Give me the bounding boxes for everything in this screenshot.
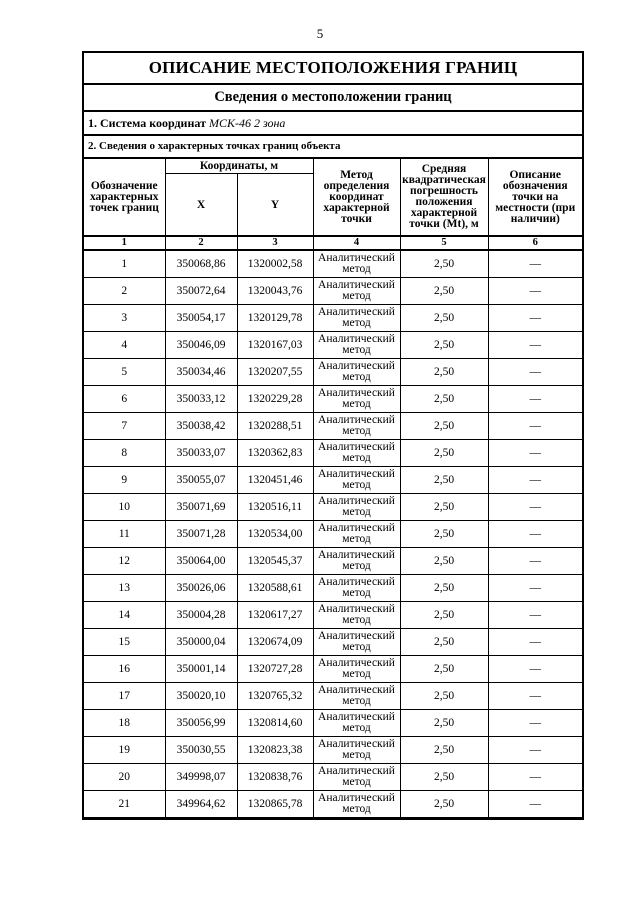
error-cell: 2,50 xyxy=(400,629,488,656)
description-cell: — xyxy=(488,629,582,656)
table-row xyxy=(84,359,582,386)
x-coordinate-cell: 350033,07 xyxy=(165,440,237,467)
table-row xyxy=(84,467,582,494)
table-row xyxy=(84,440,582,467)
method-cell: Аналитический метод xyxy=(313,764,400,791)
table-row xyxy=(84,278,582,305)
point-number-cell: 14 xyxy=(84,602,165,629)
method-cell: Аналитический метод xyxy=(313,494,400,521)
error-cell: 2,50 xyxy=(400,386,488,413)
description-cell: — xyxy=(488,737,582,764)
description-cell: — xyxy=(488,332,582,359)
x-coordinate-cell: 350064,00 xyxy=(165,548,237,575)
x-coordinate-cell: 350054,17 xyxy=(165,305,237,332)
method-cell: Аналитический метод xyxy=(313,602,400,629)
y-coordinate-cell: 1320727,28 xyxy=(237,656,313,683)
table-row xyxy=(84,683,582,710)
error-cell: 2,50 xyxy=(400,494,488,521)
y-coordinate-cell: 1320451,46 xyxy=(237,467,313,494)
table-row xyxy=(84,332,582,359)
description-cell: — xyxy=(488,413,582,440)
coordinate-system-value: МСК-46 2 зона xyxy=(208,116,286,130)
method-cell: Аналитический метод xyxy=(313,629,400,656)
x-coordinate-cell: 350071,28 xyxy=(165,521,237,548)
x-coordinate-cell: 350071,69 xyxy=(165,494,237,521)
y-coordinate-cell: 1320617,27 xyxy=(237,602,313,629)
header-x: X xyxy=(165,174,237,237)
method-cell: Аналитический метод xyxy=(313,305,400,332)
x-coordinate-cell: 350046,09 xyxy=(165,332,237,359)
y-coordinate-cell: 1320288,51 xyxy=(237,413,313,440)
table-row xyxy=(84,575,582,602)
description-cell: — xyxy=(488,710,582,737)
method-cell: Аналитический метод xyxy=(313,683,400,710)
x-coordinate-cell: 350026,06 xyxy=(165,575,237,602)
point-number-cell: 5 xyxy=(84,359,165,386)
header-point-designation: Обозначение характерных точек границ xyxy=(84,159,165,236)
point-number-cell: 11 xyxy=(84,521,165,548)
point-number-cell: 7 xyxy=(84,413,165,440)
description-cell: — xyxy=(488,683,582,710)
error-cell: 2,50 xyxy=(400,413,488,440)
y-coordinate-cell: 1320516,11 xyxy=(237,494,313,521)
description-cell: — xyxy=(488,305,582,332)
method-cell: Аналитический метод xyxy=(313,737,400,764)
header-method: Метод определения координат характерной точки xyxy=(313,159,400,236)
point-number-cell: 2 xyxy=(84,278,165,305)
description-cell: — xyxy=(488,250,582,278)
y-coordinate-cell: 1320765,32 xyxy=(237,683,313,710)
table-row xyxy=(84,521,582,548)
error-cell: 2,50 xyxy=(400,359,488,386)
coordinate-system-row xyxy=(84,112,582,136)
y-coordinate-cell: 1320545,37 xyxy=(237,548,313,575)
point-number-cell: 16 xyxy=(84,656,165,683)
point-number-cell: 13 xyxy=(84,575,165,602)
x-coordinate-cell: 350020,10 xyxy=(165,683,237,710)
table-row xyxy=(84,710,582,737)
error-cell: 2,50 xyxy=(400,548,488,575)
table-row xyxy=(84,602,582,629)
header-error: Средняя квадратическая погрешность положения характерной точки (Mt), м xyxy=(400,159,488,236)
point-number-cell: 18 xyxy=(84,710,165,737)
method-cell: Аналитический метод xyxy=(313,250,400,278)
error-cell: 2,50 xyxy=(400,764,488,791)
y-coordinate-cell: 1320043,76 xyxy=(237,278,313,305)
error-cell: 2,50 xyxy=(400,575,488,602)
column-number: 3 xyxy=(237,236,313,250)
y-coordinate-cell: 1320823,38 xyxy=(237,737,313,764)
point-number-cell: 12 xyxy=(84,548,165,575)
y-coordinate-cell: 1320129,78 xyxy=(237,305,313,332)
method-cell: Аналитический метод xyxy=(313,575,400,602)
boundary-points-table xyxy=(84,159,582,818)
x-coordinate-cell: 350033,12 xyxy=(165,386,237,413)
table-row xyxy=(84,413,582,440)
description-cell: — xyxy=(488,575,582,602)
x-coordinate-cell: 350055,07 xyxy=(165,467,237,494)
x-coordinate-cell: 350034,46 xyxy=(165,359,237,386)
x-coordinate-cell: 350068,86 xyxy=(165,250,237,278)
x-coordinate-cell: 350004,28 xyxy=(165,602,237,629)
column-number: 4 xyxy=(313,236,400,250)
table-row xyxy=(84,791,582,818)
table-row xyxy=(84,250,582,278)
method-cell: Аналитический метод xyxy=(313,413,400,440)
method-cell: Аналитический метод xyxy=(313,467,400,494)
method-cell: Аналитический метод xyxy=(313,710,400,737)
description-cell: — xyxy=(488,440,582,467)
error-cell: 2,50 xyxy=(400,278,488,305)
x-coordinate-cell: 350030,55 xyxy=(165,737,237,764)
header-description: Описание обозначения точки на местности (при наличии) xyxy=(488,159,582,236)
point-number-cell: 8 xyxy=(84,440,165,467)
point-number-cell: 21 xyxy=(84,791,165,818)
table-row xyxy=(84,737,582,764)
y-coordinate-cell: 1320588,61 xyxy=(237,575,313,602)
point-number-cell: 6 xyxy=(84,386,165,413)
error-cell: 2,50 xyxy=(400,737,488,764)
x-coordinate-cell: 349998,07 xyxy=(165,764,237,791)
y-coordinate-cell: 1320167,03 xyxy=(237,332,313,359)
x-coordinate-cell: 350038,42 xyxy=(165,413,237,440)
header-y: Y xyxy=(237,174,313,237)
description-cell: — xyxy=(488,602,582,629)
point-number-cell: 19 xyxy=(84,737,165,764)
boundary-description-form xyxy=(82,51,584,820)
point-number-cell: 20 xyxy=(84,764,165,791)
document-subtitle: Сведения о местоположении границ xyxy=(84,85,582,112)
point-number-cell: 9 xyxy=(84,467,165,494)
description-cell: — xyxy=(488,278,582,305)
point-number-cell: 3 xyxy=(84,305,165,332)
table-row xyxy=(84,494,582,521)
x-coordinate-cell: 350000,04 xyxy=(165,629,237,656)
x-coordinate-cell: 350056,99 xyxy=(165,710,237,737)
description-cell: — xyxy=(488,521,582,548)
table-row xyxy=(84,548,582,575)
document-title: ОПИСАНИЕ МЕСТОПОЛОЖЕНИЯ ГРАНИЦ xyxy=(84,53,582,85)
method-cell: Аналитический метод xyxy=(313,440,400,467)
y-coordinate-cell: 1320814,60 xyxy=(237,710,313,737)
description-cell: — xyxy=(488,467,582,494)
error-cell: 2,50 xyxy=(400,602,488,629)
table-row xyxy=(84,305,582,332)
y-coordinate-cell: 1320674,09 xyxy=(237,629,313,656)
y-coordinate-cell: 1320838,76 xyxy=(237,764,313,791)
method-cell: Аналитический метод xyxy=(313,548,400,575)
method-cell: Аналитический метод xyxy=(313,791,400,818)
column-numbers-row xyxy=(84,236,582,250)
x-coordinate-cell: 349964,62 xyxy=(165,791,237,818)
point-number-cell: 10 xyxy=(84,494,165,521)
description-cell: — xyxy=(488,359,582,386)
error-cell: 2,50 xyxy=(400,656,488,683)
error-cell: 2,50 xyxy=(400,467,488,494)
section-2-title: 2. Сведения о характерных точках границ объекта xyxy=(84,136,582,159)
error-cell: 2,50 xyxy=(400,332,488,359)
description-cell: — xyxy=(488,791,582,818)
error-cell: 2,50 xyxy=(400,791,488,818)
y-coordinate-cell: 1320229,28 xyxy=(237,386,313,413)
column-number: 1 xyxy=(84,236,165,250)
y-coordinate-cell: 1320002,58 xyxy=(237,250,313,278)
y-coordinate-cell: 1320534,00 xyxy=(237,521,313,548)
method-cell: Аналитический метод xyxy=(313,359,400,386)
error-cell: 2,50 xyxy=(400,683,488,710)
error-cell: 2,50 xyxy=(400,710,488,737)
point-number-cell: 17 xyxy=(84,683,165,710)
method-cell: Аналитический метод xyxy=(313,278,400,305)
column-number: 6 xyxy=(488,236,582,250)
table-body xyxy=(84,250,582,818)
error-cell: 2,50 xyxy=(400,305,488,332)
table-row xyxy=(84,764,582,791)
column-number: 2 xyxy=(165,236,237,250)
description-cell: — xyxy=(488,656,582,683)
column-number: 5 xyxy=(400,236,488,250)
description-cell: — xyxy=(488,548,582,575)
method-cell: Аналитический метод xyxy=(313,386,400,413)
table-row xyxy=(84,629,582,656)
x-coordinate-cell: 350001,14 xyxy=(165,656,237,683)
description-cell: — xyxy=(488,386,582,413)
x-coordinate-cell: 350072,64 xyxy=(165,278,237,305)
y-coordinate-cell: 1320362,83 xyxy=(237,440,313,467)
point-number-cell: 4 xyxy=(84,332,165,359)
page-number: 5 xyxy=(316,26,324,41)
error-cell: 2,50 xyxy=(400,521,488,548)
y-coordinate-cell: 1320865,78 xyxy=(237,791,313,818)
y-coordinate-cell: 1320207,55 xyxy=(237,359,313,386)
table-row xyxy=(84,386,582,413)
coordinate-system-label: 1. Система координат xyxy=(88,116,206,130)
header-coordinates: Координаты, м xyxy=(165,159,313,174)
error-cell: 2,50 xyxy=(400,250,488,278)
point-number-cell: 15 xyxy=(84,629,165,656)
error-cell: 2,50 xyxy=(400,440,488,467)
method-cell: Аналитический метод xyxy=(313,656,400,683)
point-number-cell: 1 xyxy=(84,250,165,278)
method-cell: Аналитический метод xyxy=(313,521,400,548)
method-cell: Аналитический метод xyxy=(313,332,400,359)
description-cell: — xyxy=(488,764,582,791)
description-cell: — xyxy=(488,494,582,521)
table-row xyxy=(84,656,582,683)
